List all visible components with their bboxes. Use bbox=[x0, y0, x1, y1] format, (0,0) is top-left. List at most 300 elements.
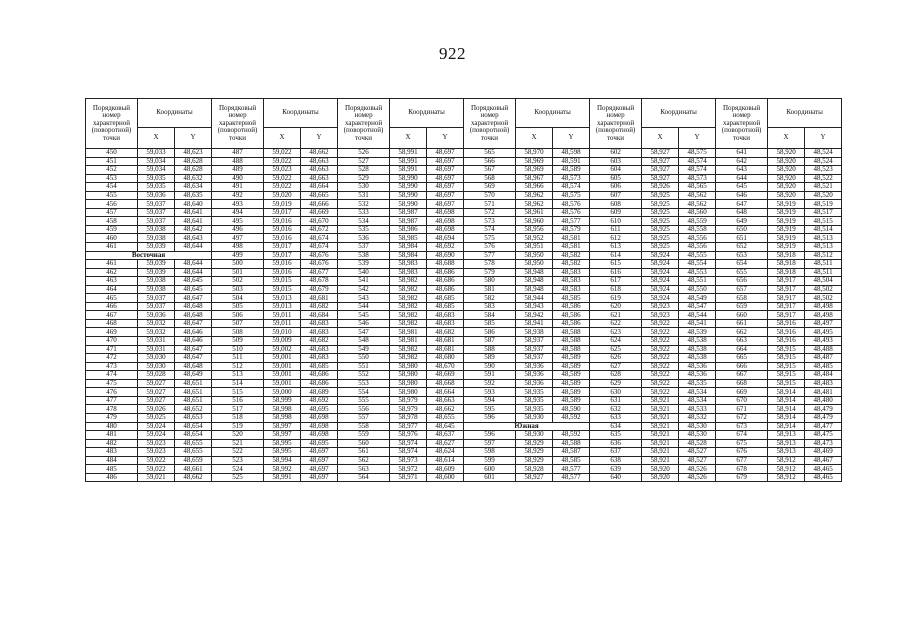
y-cell: 48,511 bbox=[805, 268, 842, 277]
point-number-cell: 626 bbox=[590, 354, 642, 363]
y-cell: 48,532 bbox=[679, 413, 716, 422]
x-cell: 59,011 bbox=[264, 319, 301, 328]
y-cell: 48,697 bbox=[427, 149, 464, 158]
y-cell: 48,672 bbox=[301, 225, 338, 234]
point-number-cell: 558 bbox=[338, 422, 390, 431]
x-cell: 59,009 bbox=[264, 337, 301, 346]
point-number-cell: 637 bbox=[590, 448, 642, 457]
x-cell: 59,037 bbox=[138, 208, 175, 217]
point-number-cell: 538 bbox=[338, 251, 390, 260]
y-cell: 48,647 bbox=[175, 354, 212, 363]
y-cell: 48,538 bbox=[679, 345, 716, 354]
table-row bbox=[86, 396, 842, 405]
point-number-cell: 483 bbox=[86, 448, 138, 457]
y-cell: 48,577 bbox=[553, 473, 590, 482]
y-cell: 48,590 bbox=[553, 405, 590, 414]
point-number-cell: 531 bbox=[338, 191, 390, 200]
point-number-cell: 501 bbox=[212, 268, 264, 277]
y-cell: 48,683 bbox=[301, 345, 338, 354]
x-cell: 58,925 bbox=[642, 208, 679, 217]
x-cell: 58,991 bbox=[390, 149, 427, 158]
y-cell: 48,589 bbox=[553, 371, 590, 380]
point-number-cell: 577 bbox=[464, 251, 516, 260]
x-cell: 59,023 bbox=[138, 439, 175, 448]
x-cell: 58,917 bbox=[768, 294, 805, 303]
y-cell: 48,661 bbox=[175, 465, 212, 474]
y-cell: 48,686 bbox=[427, 285, 464, 294]
point-number-cell: 638 bbox=[590, 456, 642, 465]
x-cell: 58,948 bbox=[516, 277, 553, 286]
point-number-cell: 541 bbox=[338, 277, 390, 286]
y-cell: 48,684 bbox=[301, 311, 338, 320]
y-cell: 48,683 bbox=[427, 311, 464, 320]
y-cell: 48,524 bbox=[805, 157, 842, 166]
y-cell: 48,692 bbox=[427, 243, 464, 252]
point-number-cell: 513 bbox=[212, 371, 264, 380]
x-cell: 59,002 bbox=[264, 345, 301, 354]
x-cell: 59,026 bbox=[138, 405, 175, 414]
y-cell: 48,469 bbox=[805, 448, 842, 457]
x-cell: 59,025 bbox=[138, 413, 175, 422]
point-number-cell: 455 bbox=[86, 191, 138, 200]
point-number-cell: 628 bbox=[590, 371, 642, 380]
x-cell: 58,922 bbox=[642, 379, 679, 388]
point-number-cell: 487 bbox=[212, 149, 264, 158]
x-cell: 58,980 bbox=[390, 388, 427, 397]
point-number-cell: 489 bbox=[212, 166, 264, 175]
table-row bbox=[86, 388, 842, 397]
point-number-cell: 672 bbox=[716, 413, 768, 422]
x-cell: 58,920 bbox=[768, 166, 805, 175]
table-row bbox=[86, 225, 842, 234]
point-number-cell: 486 bbox=[86, 473, 138, 482]
point-number-cell: 666 bbox=[716, 362, 768, 371]
point-number-cell: 465 bbox=[86, 294, 138, 303]
point-number-cell: 642 bbox=[716, 157, 768, 166]
point-number-cell: 643 bbox=[716, 166, 768, 175]
x-cell: 58,924 bbox=[642, 277, 679, 286]
y-cell: 48,644 bbox=[175, 260, 212, 269]
point-number-cell: 619 bbox=[590, 294, 642, 303]
x-cell: 58,922 bbox=[642, 371, 679, 380]
y-cell: 48,479 bbox=[805, 413, 842, 422]
point-number-cell: 508 bbox=[212, 328, 264, 337]
point-number-cell: 553 bbox=[338, 379, 390, 388]
point-number-cell: 582 bbox=[464, 294, 516, 303]
y-cell: 48,694 bbox=[427, 234, 464, 243]
point-number-cell: 561 bbox=[338, 448, 390, 457]
point-number-cell: 471 bbox=[86, 345, 138, 354]
point-number-cell: 484 bbox=[86, 456, 138, 465]
x-cell: 58,985 bbox=[390, 234, 427, 243]
y-cell: 48,589 bbox=[553, 388, 590, 397]
y-cell: 48,589 bbox=[553, 362, 590, 371]
y-cell: 48,562 bbox=[679, 191, 716, 200]
y-cell: 48,609 bbox=[427, 465, 464, 474]
x-cell: 58,925 bbox=[642, 234, 679, 243]
y-cell: 48,614 bbox=[427, 456, 464, 465]
x-cell: 58,924 bbox=[642, 251, 679, 260]
y-cell: 48,697 bbox=[427, 183, 464, 192]
y-cell: 48,560 bbox=[679, 208, 716, 217]
table-row bbox=[86, 465, 842, 474]
header-coordinates: Координаты bbox=[768, 99, 842, 128]
header-x: X bbox=[768, 128, 805, 149]
point-number-cell: 673 bbox=[716, 422, 768, 431]
x-cell: 58,912 bbox=[768, 465, 805, 474]
point-number-cell: 565 bbox=[464, 149, 516, 158]
point-number-cell: 576 bbox=[464, 243, 516, 252]
x-cell: 58,928 bbox=[516, 465, 553, 474]
y-cell: 48,480 bbox=[805, 396, 842, 405]
y-cell: 48,642 bbox=[175, 225, 212, 234]
x-cell: 58,950 bbox=[516, 251, 553, 260]
x-cell: 58,921 bbox=[642, 439, 679, 448]
point-number-cell: 459 bbox=[86, 225, 138, 234]
y-cell: 48,522 bbox=[805, 174, 842, 183]
x-cell: 58,922 bbox=[642, 328, 679, 337]
x-cell: 59,039 bbox=[138, 243, 175, 252]
y-cell: 48,674 bbox=[301, 243, 338, 252]
point-number-cell: 555 bbox=[338, 396, 390, 405]
y-cell: 48,586 bbox=[553, 311, 590, 320]
header-row bbox=[86, 99, 842, 128]
point-number-cell: 461 bbox=[86, 243, 138, 252]
y-cell: 48,683 bbox=[427, 319, 464, 328]
x-cell: 59,023 bbox=[264, 166, 301, 175]
y-cell: 48,645 bbox=[175, 285, 212, 294]
x-cell: 58,941 bbox=[516, 319, 553, 328]
point-number-cell: 507 bbox=[212, 319, 264, 328]
y-cell: 48,641 bbox=[175, 208, 212, 217]
y-cell: 48,685 bbox=[427, 294, 464, 303]
table-row bbox=[86, 362, 842, 371]
x-cell: 58,916 bbox=[768, 328, 805, 337]
y-cell: 48,484 bbox=[805, 371, 842, 380]
x-cell: 59,011 bbox=[264, 311, 301, 320]
point-number-cell: 543 bbox=[338, 294, 390, 303]
y-cell: 48,586 bbox=[553, 319, 590, 328]
table-row bbox=[86, 337, 842, 346]
x-cell: 58,930 bbox=[516, 413, 553, 422]
table-row bbox=[86, 208, 842, 217]
point-number-cell: 631 bbox=[590, 396, 642, 405]
y-cell: 48,541 bbox=[679, 319, 716, 328]
point-number-cell: 579 bbox=[464, 268, 516, 277]
y-cell: 48,536 bbox=[679, 362, 716, 371]
point-number-cell: 610 bbox=[590, 217, 642, 226]
point-number-cell: 542 bbox=[338, 285, 390, 294]
y-cell: 48,511 bbox=[805, 260, 842, 269]
x-cell: 58,918 bbox=[768, 260, 805, 269]
point-number-cell: 536 bbox=[338, 234, 390, 243]
y-cell: 48,697 bbox=[427, 157, 464, 166]
y-cell: 48,513 bbox=[805, 243, 842, 252]
point-number-cell: 537 bbox=[338, 243, 390, 252]
x-cell: 59,016 bbox=[264, 217, 301, 226]
y-cell: 48,674 bbox=[301, 234, 338, 243]
y-cell: 48,698 bbox=[427, 225, 464, 234]
x-cell: 59,015 bbox=[264, 277, 301, 286]
point-number-cell: 482 bbox=[86, 439, 138, 448]
y-cell: 48,653 bbox=[175, 413, 212, 422]
y-cell: 48,581 bbox=[553, 234, 590, 243]
y-cell: 48,544 bbox=[679, 311, 716, 320]
x-cell: 59,016 bbox=[264, 225, 301, 234]
x-cell: 58,915 bbox=[768, 345, 805, 354]
table-row bbox=[86, 251, 842, 260]
x-cell: 58,921 bbox=[642, 456, 679, 465]
y-cell: 48,663 bbox=[301, 174, 338, 183]
x-cell: 58,914 bbox=[768, 388, 805, 397]
y-cell: 48,528 bbox=[679, 439, 716, 448]
y-cell: 48,697 bbox=[301, 465, 338, 474]
y-cell: 48,679 bbox=[301, 285, 338, 294]
x-cell: 58,991 bbox=[390, 166, 427, 175]
x-cell: 58,935 bbox=[516, 405, 553, 414]
y-cell: 48,583 bbox=[553, 277, 590, 286]
x-cell: 58,920 bbox=[768, 174, 805, 183]
x-cell: 58,980 bbox=[390, 379, 427, 388]
x-cell: 59,027 bbox=[138, 388, 175, 397]
header-y: Y bbox=[805, 128, 842, 149]
point-number-cell: 566 bbox=[464, 157, 516, 166]
y-cell: 48,547 bbox=[679, 302, 716, 311]
table-row bbox=[86, 149, 842, 158]
point-number-cell: 650 bbox=[716, 225, 768, 234]
x-cell: 58,966 bbox=[516, 183, 553, 192]
y-cell: 48,663 bbox=[301, 166, 338, 175]
y-cell: 48,655 bbox=[175, 448, 212, 457]
y-cell: 48,683 bbox=[301, 328, 338, 337]
y-cell: 48,483 bbox=[805, 379, 842, 388]
point-number-cell: 493 bbox=[212, 200, 264, 209]
point-number-cell: 457 bbox=[86, 208, 138, 217]
x-cell: 58,913 bbox=[768, 439, 805, 448]
point-number-cell: 596 bbox=[464, 413, 516, 422]
x-cell: 58,948 bbox=[516, 268, 553, 277]
point-number-cell: 671 bbox=[716, 405, 768, 414]
x-cell: 58,919 bbox=[768, 217, 805, 226]
y-cell: 48,574 bbox=[553, 183, 590, 192]
y-cell: 48,588 bbox=[553, 337, 590, 346]
x-cell: 58,938 bbox=[516, 328, 553, 337]
point-number-cell: 661 bbox=[716, 319, 768, 328]
point-number-cell: 514 bbox=[212, 379, 264, 388]
table-row bbox=[86, 174, 842, 183]
x-cell: 58,912 bbox=[768, 456, 805, 465]
table-row bbox=[86, 345, 842, 354]
header-y: Y bbox=[301, 128, 338, 149]
y-cell: 48,475 bbox=[805, 431, 842, 440]
x-cell: 59,038 bbox=[138, 277, 175, 286]
x-cell: 58,937 bbox=[516, 354, 553, 363]
x-cell: 59,039 bbox=[138, 268, 175, 277]
point-number-cell: 557 bbox=[338, 413, 390, 422]
point-number-cell: 479 bbox=[86, 413, 138, 422]
x-cell: 58,927 bbox=[642, 157, 679, 166]
x-cell: 58,925 bbox=[642, 243, 679, 252]
y-cell: 48,647 bbox=[175, 345, 212, 354]
y-cell: 48,686 bbox=[427, 268, 464, 277]
y-cell: 48,668 bbox=[427, 379, 464, 388]
x-cell: 58,982 bbox=[390, 277, 427, 286]
x-cell: 59,034 bbox=[138, 166, 175, 175]
x-cell: 59,000 bbox=[264, 388, 301, 397]
point-number-cell: 649 bbox=[716, 217, 768, 226]
y-cell: 48,520 bbox=[805, 191, 842, 200]
point-number-cell: 453 bbox=[86, 174, 138, 183]
point-number-cell: 554 bbox=[338, 388, 390, 397]
y-cell: 48,680 bbox=[427, 354, 464, 363]
x-cell: 58,991 bbox=[390, 157, 427, 166]
x-cell: 59,022 bbox=[264, 157, 301, 166]
y-cell: 48,538 bbox=[679, 337, 716, 346]
point-number-cell: 615 bbox=[590, 260, 642, 269]
y-cell: 48,577 bbox=[553, 217, 590, 226]
x-cell: 58,992 bbox=[264, 465, 301, 474]
table-row bbox=[86, 422, 842, 431]
table-row bbox=[86, 234, 842, 243]
y-cell: 48,654 bbox=[175, 422, 212, 431]
table-row bbox=[86, 354, 842, 363]
point-number-cell: 519 bbox=[212, 422, 264, 431]
point-number-cell: 597 bbox=[464, 439, 516, 448]
point-number-cell: 599 bbox=[464, 456, 516, 465]
x-cell: 58,983 bbox=[390, 268, 427, 277]
x-cell: 59,033 bbox=[138, 149, 175, 158]
x-cell: 58,929 bbox=[516, 439, 553, 448]
x-cell: 58,926 bbox=[642, 183, 679, 192]
x-cell: 59,036 bbox=[138, 311, 175, 320]
point-number-cell: 518 bbox=[212, 413, 264, 422]
x-cell: 59,001 bbox=[264, 379, 301, 388]
x-cell: 59,019 bbox=[264, 200, 301, 209]
y-cell: 48,527 bbox=[679, 448, 716, 457]
x-cell: 59,032 bbox=[138, 319, 175, 328]
y-cell: 48,659 bbox=[175, 456, 212, 465]
y-cell: 48,690 bbox=[427, 251, 464, 260]
point-number-cell: 635 bbox=[590, 431, 642, 440]
x-cell: 58,977 bbox=[390, 422, 427, 431]
x-cell: 58,962 bbox=[516, 191, 553, 200]
y-cell: 48,685 bbox=[427, 302, 464, 311]
x-cell: 58,973 bbox=[390, 456, 427, 465]
point-number-cell: 674 bbox=[716, 431, 768, 440]
point-number-cell: 564 bbox=[338, 473, 390, 482]
point-number-cell: 516 bbox=[212, 396, 264, 405]
point-number-cell: 472 bbox=[86, 354, 138, 363]
x-cell: 58,981 bbox=[390, 328, 427, 337]
point-number-cell: 529 bbox=[338, 174, 390, 183]
y-cell: 48,665 bbox=[301, 191, 338, 200]
y-cell: 48,698 bbox=[301, 431, 338, 440]
point-number-cell: 548 bbox=[338, 337, 390, 346]
x-cell: 58,912 bbox=[768, 473, 805, 482]
point-number-cell: 678 bbox=[716, 465, 768, 474]
x-cell: 58,990 bbox=[390, 183, 427, 192]
x-cell: 58,925 bbox=[642, 225, 679, 234]
y-cell: 48,592 bbox=[553, 413, 590, 422]
y-cell: 48,577 bbox=[553, 465, 590, 474]
y-cell: 48,697 bbox=[427, 200, 464, 209]
x-cell: 58,998 bbox=[264, 413, 301, 422]
y-cell: 48,549 bbox=[679, 294, 716, 303]
point-number-cell: 679 bbox=[716, 473, 768, 482]
point-number-cell: 594 bbox=[464, 396, 516, 405]
point-number-cell: 569 bbox=[464, 183, 516, 192]
coordinates-table bbox=[85, 98, 842, 482]
point-number-cell: 496 bbox=[212, 225, 264, 234]
x-cell: 58,918 bbox=[768, 268, 805, 277]
point-number-cell: 464 bbox=[86, 285, 138, 294]
point-number-cell: 545 bbox=[338, 311, 390, 320]
table-row bbox=[86, 439, 842, 448]
y-cell: 48,669 bbox=[301, 208, 338, 217]
x-cell: 58,980 bbox=[390, 362, 427, 371]
y-cell: 48,493 bbox=[805, 337, 842, 346]
x-cell: 58,916 bbox=[768, 319, 805, 328]
table-row bbox=[86, 157, 842, 166]
x-cell: 58,915 bbox=[768, 354, 805, 363]
y-cell: 48,536 bbox=[679, 371, 716, 380]
x-cell: 59,001 bbox=[264, 362, 301, 371]
header-point-number: Порядковый номер характерной (поворотной) точки bbox=[716, 99, 768, 149]
table-row bbox=[86, 243, 842, 252]
point-number-cell: 585 bbox=[464, 319, 516, 328]
y-cell: 48,583 bbox=[553, 268, 590, 277]
point-number-cell: 468 bbox=[86, 319, 138, 328]
point-number-cell: 644 bbox=[716, 174, 768, 183]
y-cell: 48,648 bbox=[175, 311, 212, 320]
point-number-cell: 658 bbox=[716, 294, 768, 303]
point-number-cell: 653 bbox=[716, 251, 768, 260]
x-cell: 58,920 bbox=[768, 183, 805, 192]
y-cell: 48,465 bbox=[805, 465, 842, 474]
table-row bbox=[86, 166, 842, 175]
header-y: Y bbox=[175, 128, 212, 149]
y-cell: 48,533 bbox=[679, 405, 716, 414]
x-cell: 59,024 bbox=[138, 422, 175, 431]
y-cell: 48,688 bbox=[427, 260, 464, 269]
x-cell: 58,921 bbox=[642, 396, 679, 405]
point-number-cell: 462 bbox=[86, 268, 138, 277]
x-cell: 59,001 bbox=[264, 371, 301, 380]
x-cell: 58,982 bbox=[390, 311, 427, 320]
y-cell: 48,695 bbox=[301, 405, 338, 414]
x-cell: 59,027 bbox=[138, 379, 175, 388]
x-cell: 58,927 bbox=[642, 174, 679, 183]
y-cell: 48,565 bbox=[679, 183, 716, 192]
point-number-cell: 552 bbox=[338, 371, 390, 380]
y-cell: 48,498 bbox=[805, 311, 842, 320]
point-number-cell: 515 bbox=[212, 388, 264, 397]
header-y: Y bbox=[553, 128, 590, 149]
y-cell: 48,573 bbox=[553, 174, 590, 183]
point-number-cell: 598 bbox=[464, 448, 516, 457]
point-number-cell: 603 bbox=[590, 157, 642, 166]
y-cell: 48,635 bbox=[175, 191, 212, 200]
x-cell: 59,038 bbox=[138, 285, 175, 294]
point-number-cell: 477 bbox=[86, 396, 138, 405]
x-cell: 59,022 bbox=[138, 456, 175, 465]
x-cell: 58,922 bbox=[642, 337, 679, 346]
x-cell: 58,960 bbox=[516, 217, 553, 226]
header-point-number: Порядковый номер характерной (поворотной) точки bbox=[590, 99, 642, 149]
point-number-cell: 460 bbox=[86, 234, 138, 243]
point-number-cell: 499 bbox=[212, 251, 264, 260]
table-row bbox=[86, 431, 842, 440]
